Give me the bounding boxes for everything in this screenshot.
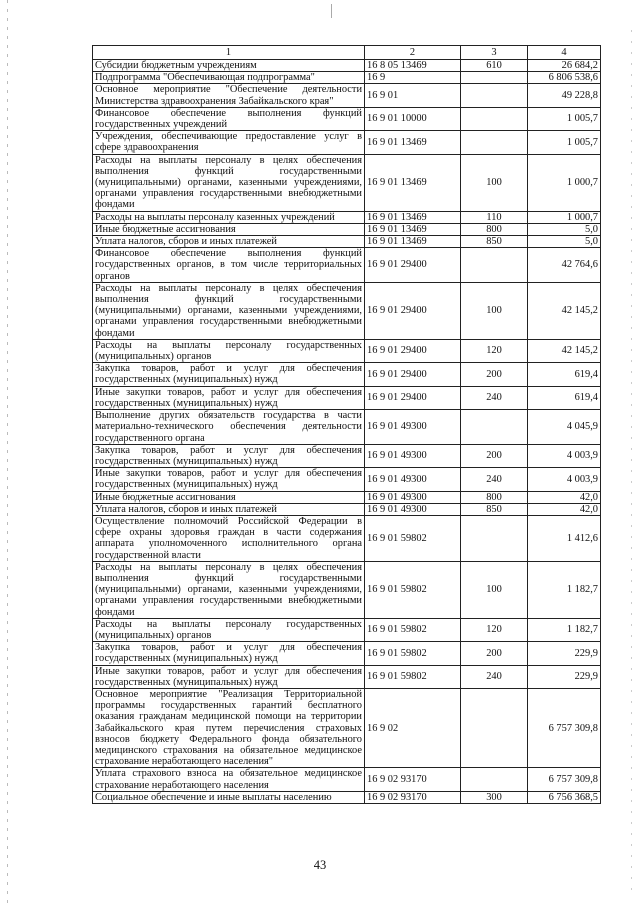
row-code-cell: 16 9 01 59802 — [365, 618, 461, 641]
table-row — [93, 282, 601, 339]
row-code-cell: 16 9 01 49300 — [365, 444, 461, 467]
row-type-cell: 240 — [461, 665, 528, 688]
table-row — [93, 642, 601, 665]
row-name-cell: Расходы на выплаты персоналу в целях обеспечения выполнения функций государственными (муниципальными) органами, казенными учреждениями, органами управления государственными внебюджетными фондами — [93, 282, 365, 339]
row-name-cell: Социальное обеспечение и иные выплаты населению — [93, 791, 365, 803]
row-type-cell — [461, 248, 528, 283]
row-code-cell: 16 9 01 49300 — [365, 468, 461, 491]
row-name-cell: Выполнение других обязательств государства в части материально-технического обеспечения деятельности государственного органа — [93, 410, 365, 445]
row-code-cell: 16 9 01 29400 — [365, 248, 461, 283]
row-type-cell — [461, 688, 528, 767]
column-header-type: 3 — [461, 46, 528, 60]
table-row — [93, 339, 601, 362]
row-sum-cell: 1 000,7 — [528, 211, 601, 223]
row-type-cell: 850 — [461, 236, 528, 248]
row-name-cell: Расходы на выплаты персоналу государственных (муниципальных) органов — [93, 618, 365, 641]
row-sum-cell: 6 757 309,8 — [528, 768, 601, 791]
table-row — [93, 154, 601, 211]
table-row — [93, 223, 601, 235]
row-type-cell: 800 — [461, 223, 528, 235]
row-code-cell: 16 9 01 13469 — [365, 223, 461, 235]
row-code-cell: 16 9 02 93170 — [365, 791, 461, 803]
row-code-cell: 16 9 01 29400 — [365, 363, 461, 386]
row-code-cell: 16 9 01 10000 — [365, 107, 461, 130]
row-sum-cell: 619,4 — [528, 363, 601, 386]
row-type-cell: 100 — [461, 154, 528, 211]
table-row — [93, 386, 601, 409]
row-code-cell: 16 9 01 49300 — [365, 410, 461, 445]
row-sum-cell: 26 684,2 — [528, 60, 601, 72]
row-sum-cell: 1 182,7 — [528, 561, 601, 618]
row-sum-cell: 42 764,6 — [528, 248, 601, 283]
table-row — [93, 665, 601, 688]
row-type-cell — [461, 515, 528, 561]
row-type-cell: 240 — [461, 468, 528, 491]
row-code-cell: 16 9 01 29400 — [365, 339, 461, 362]
row-name-cell: Закупка товаров, работ и услуг для обеспечения государственных (муниципальных) нужд — [93, 642, 365, 665]
row-code-cell: 16 9 02 — [365, 688, 461, 767]
row-name-cell: Иные закупки товаров, работ и услуг для обеспечения государственных (муниципальных) нужд — [93, 665, 365, 688]
row-type-cell — [461, 72, 528, 84]
table-row — [93, 768, 601, 791]
row-type-cell: 800 — [461, 491, 528, 503]
row-sum-cell: 1 182,7 — [528, 618, 601, 641]
row-sum-cell: 6 757 309,8 — [528, 688, 601, 767]
table-row — [93, 107, 601, 130]
row-sum-cell: 1 000,7 — [528, 154, 601, 211]
row-sum-cell: 1 005,7 — [528, 131, 601, 154]
row-sum-cell: 6 806 538,6 — [528, 72, 601, 84]
row-sum-cell: 5,0 — [528, 236, 601, 248]
row-type-cell: 110 — [461, 211, 528, 223]
row-code-cell: 16 9 01 49300 — [365, 491, 461, 503]
table-row — [93, 561, 601, 618]
row-type-cell: 240 — [461, 386, 528, 409]
row-code-cell: 16 8 05 13469 — [365, 60, 461, 72]
budget-table — [92, 45, 601, 804]
row-code-cell: 16 9 01 13469 — [365, 236, 461, 248]
row-sum-cell: 42 145,2 — [528, 339, 601, 362]
row-name-cell: Основное мероприятие "Обеспечение деятельности Министерства здравоохранения Забайкальского края" — [93, 84, 365, 107]
row-type-cell: 200 — [461, 363, 528, 386]
row-sum-cell: 42,0 — [528, 491, 601, 503]
table-row — [93, 503, 601, 515]
row-type-cell: 200 — [461, 642, 528, 665]
scan-mark — [331, 4, 332, 18]
column-header-code: 2 — [365, 46, 461, 60]
row-name-cell: Иные закупки товаров, работ и услуг для обеспечения государственных (муниципальных) нужд — [93, 386, 365, 409]
row-type-cell: 100 — [461, 561, 528, 618]
table-row — [93, 131, 601, 154]
table-row — [93, 468, 601, 491]
row-name-cell: Финансовое обеспечение выполнения функций государственных учреждений — [93, 107, 365, 130]
row-code-cell: 16 9 01 29400 — [365, 386, 461, 409]
row-type-cell: 120 — [461, 339, 528, 362]
row-code-cell: 16 9 — [365, 72, 461, 84]
row-type-cell: 100 — [461, 282, 528, 339]
row-name-cell: Иные бюджетные ассигнования — [93, 491, 365, 503]
row-sum-cell: 229,9 — [528, 642, 601, 665]
row-name-cell: Иные закупки товаров, работ и услуг для обеспечения государственных (муниципальных) нужд — [93, 468, 365, 491]
row-name-cell: Уплата налогов, сборов и иных платежей — [93, 503, 365, 515]
table-row — [93, 618, 601, 641]
row-code-cell: 16 9 01 59802 — [365, 642, 461, 665]
row-name-cell: Расходы на выплаты персоналу в целях обеспечения выполнения функций государственными (муниципальными) органами, казенными учреждениями, органами управления государственными внебюджетными фондами — [93, 154, 365, 211]
row-sum-cell: 5,0 — [528, 223, 601, 235]
row-sum-cell: 4 003,9 — [528, 468, 601, 491]
row-type-cell: 300 — [461, 791, 528, 803]
table-row — [93, 410, 601, 445]
table-body — [93, 60, 601, 804]
row-sum-cell: 1 412,6 — [528, 515, 601, 561]
row-code-cell: 16 9 01 49300 — [365, 503, 461, 515]
row-type-cell: 200 — [461, 444, 528, 467]
row-sum-cell: 1 005,7 — [528, 107, 601, 130]
row-type-cell — [461, 768, 528, 791]
table-row — [93, 248, 601, 283]
row-name-cell: Иные бюджетные ассигнования — [93, 223, 365, 235]
row-type-cell: 850 — [461, 503, 528, 515]
row-name-cell: Финансовое обеспечение выполнения функций государственных органов, в том числе территориальных органов — [93, 248, 365, 283]
row-name-cell: Осуществление полномочий Российской Федерации в сфере охраны здоровья граждан в части содержания аппарата уполномоченного исполнительного органа государственной власти — [93, 515, 365, 561]
row-type-cell — [461, 131, 528, 154]
row-name-cell: Основное мероприятие "Реализация Территориальной программы государственных гарантий бесплатного оказания гражданам медицинской помощи на территории Забайкальского края путем перечисления страховых взносов бюджету Федерального фонда обязательного медицинского страхования на обязательное медицинское страхование неработающего населения" — [93, 688, 365, 767]
table-row — [93, 236, 601, 248]
table-row — [93, 444, 601, 467]
row-name-cell: Закупка товаров, работ и услуг для обеспечения государственных (муниципальных) нужд — [93, 363, 365, 386]
row-code-cell: 16 9 01 59802 — [365, 561, 461, 618]
table-row — [93, 515, 601, 561]
row-type-cell — [461, 107, 528, 130]
scan-edge-right — [631, 30, 632, 890]
row-type-cell: 610 — [461, 60, 528, 72]
table-row — [93, 791, 601, 803]
table-row — [93, 72, 601, 84]
row-name-cell: Закупка товаров, работ и услуг для обеспечения государственных (муниципальных) нужд — [93, 444, 365, 467]
row-code-cell: 16 9 01 — [365, 84, 461, 107]
page-number: 43 — [313, 858, 327, 872]
row-code-cell: 16 9 01 59802 — [365, 665, 461, 688]
row-type-cell: 120 — [461, 618, 528, 641]
table-row — [93, 211, 601, 223]
row-name-cell: Подпрограмма "Обеспечивающая подпрограмма" — [93, 72, 365, 84]
row-sum-cell: 42,0 — [528, 503, 601, 515]
row-code-cell: 16 9 02 93170 — [365, 768, 461, 791]
row-name-cell: Расходы на выплаты персоналу казенных учреждений — [93, 211, 365, 223]
row-sum-cell: 619,4 — [528, 386, 601, 409]
row-sum-cell: 49 228,8 — [528, 84, 601, 107]
row-sum-cell: 4 003,9 — [528, 444, 601, 467]
row-code-cell: 16 9 01 13469 — [365, 211, 461, 223]
row-sum-cell: 229,9 — [528, 665, 601, 688]
row-name-cell: Расходы на выплаты персоналу государственных (муниципальных) органов — [93, 339, 365, 362]
row-sum-cell: 4 045,9 — [528, 410, 601, 445]
column-header-sum: 4 — [528, 46, 601, 60]
row-code-cell: 16 9 01 13469 — [365, 131, 461, 154]
row-sum-cell: 42 145,2 — [528, 282, 601, 339]
row-code-cell: 16 9 01 29400 — [365, 282, 461, 339]
row-name-cell: Субсидии бюджетным учреждениям — [93, 60, 365, 72]
row-sum-cell: 6 756 368,5 — [528, 791, 601, 803]
table-row — [93, 363, 601, 386]
table-row — [93, 688, 601, 767]
row-type-cell — [461, 84, 528, 107]
scan-edge-left — [7, 0, 8, 905]
row-name-cell: Расходы на выплаты персоналу в целях обеспечения выполнения функций государственными (муниципальными) органами, казенными учреждениями, органами управления государственными внебюджетными фондами — [93, 561, 365, 618]
row-name-cell: Учреждения, обеспечивающие предоставление услуг в сфере здравоохранения — [93, 131, 365, 154]
table-row — [93, 491, 601, 503]
table-header-row — [93, 46, 601, 60]
row-name-cell: Уплата налогов, сборов и иных платежей — [93, 236, 365, 248]
column-header-name: 1 — [93, 46, 365, 60]
table-row — [93, 60, 601, 72]
row-code-cell: 16 9 01 13469 — [365, 154, 461, 211]
table-row — [93, 84, 601, 107]
row-name-cell: Уплата страхового взноса на обязательное медицинское страхование неработающего населения — [93, 768, 365, 791]
row-code-cell: 16 9 01 59802 — [365, 515, 461, 561]
row-type-cell — [461, 410, 528, 445]
